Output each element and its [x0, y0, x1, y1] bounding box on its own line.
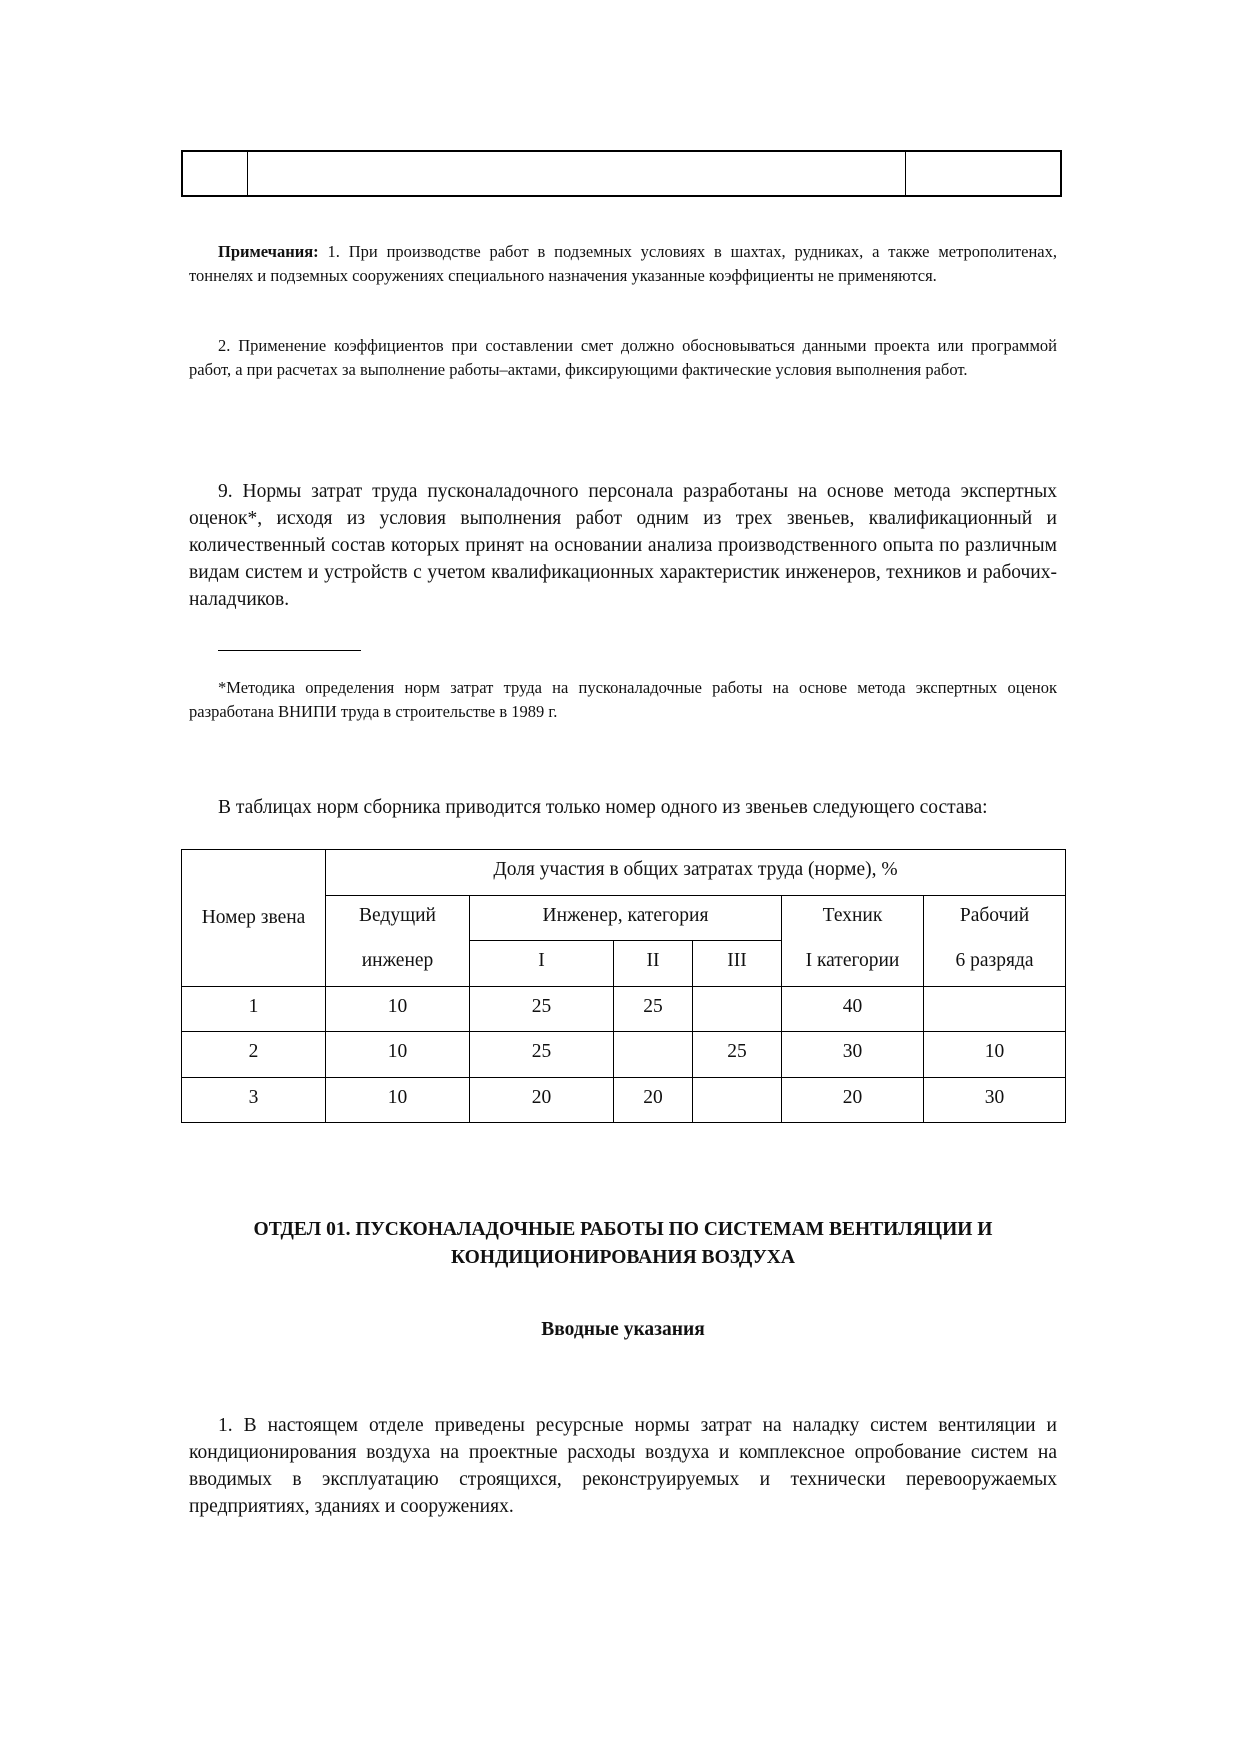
- cell-team: 2: [182, 1032, 326, 1078]
- cell-cat3: [693, 986, 782, 1032]
- header-technician-2: I категории: [782, 941, 924, 987]
- header-worker: Рабочий: [924, 895, 1066, 941]
- table-divider: [247, 152, 248, 195]
- header-engineer-category: Инженер, категория: [470, 895, 782, 941]
- table-row: [182, 986, 1066, 1032]
- cell-cat2: 25: [614, 986, 693, 1032]
- header-share: Доля участия в общих затратах труда (норме), %: [326, 850, 1066, 896]
- header-worker-2: 6 разряда: [924, 941, 1066, 987]
- cell-team: 3: [182, 1077, 326, 1123]
- table-intro: В таблицах норм сборника приводится только номер одного из звеньев следующего состава:: [218, 797, 988, 818]
- section-subtitle: Вводные указания: [541, 1319, 705, 1340]
- table-divider: [905, 152, 906, 195]
- header-lead-engineer-2: инженер: [326, 941, 470, 987]
- section-title-line-1: ОТДЕЛ 01. ПУСКОНАЛАДОЧНЫЕ РАБОТЫ ПО СИСТЕМАМ ВЕНТИЛЯЦИИ И: [253, 1219, 993, 1240]
- note-1: [189, 240, 1057, 288]
- table-row: [182, 1032, 1066, 1078]
- cell-cat1: 20: [470, 1077, 614, 1123]
- header-category-1: I: [470, 941, 614, 987]
- cell-cat3: [693, 1077, 782, 1123]
- cell-lead: 10: [326, 1032, 470, 1078]
- header-category-2: II: [614, 941, 693, 987]
- cell-worker: 10: [924, 1032, 1066, 1078]
- cell-team: 1: [182, 986, 326, 1032]
- table-row: [182, 1077, 1066, 1123]
- cell-cat1: 25: [470, 986, 614, 1032]
- cell-tech: 20: [782, 1077, 924, 1123]
- cell-lead: 10: [326, 986, 470, 1032]
- note-2: 2. Применение коэффициентов при составлении смет должно обосновываться данными проекта или программой работ, а при расчетах за выполнение работы–актами, фиксирующими фактические условия выполнения работ.: [189, 336, 1057, 379]
- table-fragment: [181, 150, 1062, 197]
- cell-tech: 40: [782, 986, 924, 1032]
- notes-label: Примечания:: [218, 242, 319, 261]
- header-team-number: Номер звена: [182, 850, 326, 987]
- section-title: [189, 1216, 1057, 1272]
- cell-lead: 10: [326, 1077, 470, 1123]
- participation-table: [181, 849, 1066, 1123]
- cell-worker: [924, 986, 1066, 1032]
- header-category-3: III: [693, 941, 782, 987]
- cell-cat2: 20: [614, 1077, 693, 1123]
- cell-cat1: 25: [470, 1032, 614, 1078]
- cell-cat2: [614, 1032, 693, 1078]
- footnote: *Методика определения норм затрат труда на пусконаладочные работы на основе метода экспертных оценок разработана ВНИПИ труда в строительстве в 1989 г.: [189, 678, 1057, 721]
- section-title-line-2: КОНДИЦИОНИРОВАНИЯ ВОЗДУХА: [451, 1247, 795, 1268]
- paragraph-9: 9. Нормы затрат труда пусконаладочного персонала разработаны на основе метода экспертных оценок*, исходя из условия выполнения работ одним из трех звеньев, квалификационный и количественный состав которых принят на основании анализа производственного опыта по различным видам систем и устройств с учетом квалификационных характеристик инженеров, техников и рабочих-наладчиков.: [189, 481, 1057, 610]
- header-technician: Техник: [782, 895, 924, 941]
- cell-cat3: 25: [693, 1032, 782, 1078]
- intro-paragraph: 1. В настоящем отделе приведены ресурсные нормы затрат на наладку систем вентиляции и кондиционирования воздуха на проектные расходы воздуха и комплексное опробование систем на вводимых в эксплуатацию строящихся, реконструируемых и технически перевооружаемых предприятиях, зданиях и сооружениях.: [189, 1415, 1057, 1517]
- header-lead-engineer: Ведущий: [326, 895, 470, 941]
- cell-tech: 30: [782, 1032, 924, 1078]
- note-1-text: 1. При производстве работ в подземных условиях в шахтах, рудниках, а также метрополитенах, тоннелях и подземных сооружениях специального назначения указанные коэффициенты не применяются.: [189, 242, 1057, 285]
- cell-worker: 30: [924, 1077, 1066, 1123]
- footnote-separator: [218, 650, 361, 651]
